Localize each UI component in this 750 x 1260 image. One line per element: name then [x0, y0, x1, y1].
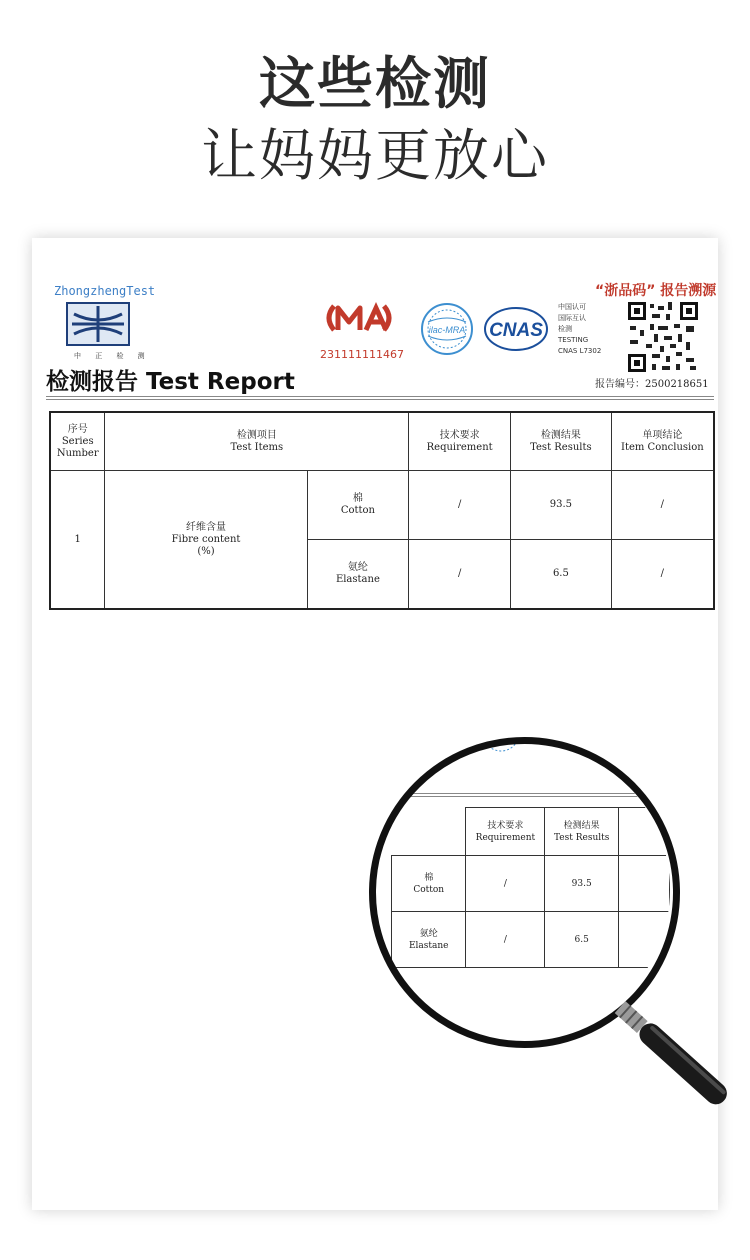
cnas-accreditation-text: 中国认可 国际互认 检测 TESTING CNAS L7302 — [558, 303, 602, 355]
double-divider — [46, 396, 714, 400]
result-cell: 6.5 — [511, 540, 612, 609]
report-number: 报告编号：2500218651 — [595, 379, 709, 390]
qr-code-icon[interactable] — [626, 300, 700, 374]
lab-name: ZhongzhengTest — [54, 284, 156, 298]
lab-name-cn: 中 正 检 测 — [74, 352, 151, 360]
item-name-cell: 氨纶 Elastane — [307, 540, 409, 609]
item-name-cell: 棉 Cotton — [307, 471, 409, 540]
lab-logo-icon — [66, 302, 130, 346]
header-requirement: 技术要求 Requirement — [409, 412, 511, 471]
cma-number: 231111111467 — [320, 348, 404, 361]
fibre-content-cell: 纤维含量 Fibre content (%) — [105, 471, 307, 609]
header-serial: 序号 Series Number — [50, 412, 105, 471]
cma-logo-icon — [322, 300, 396, 336]
svg-text:CNAS: CNAS — [489, 320, 543, 341]
header-test-results: 检测结果 Test Results — [511, 412, 612, 471]
conclusion-cell: / — [611, 540, 714, 609]
result-cell: 93.5 — [511, 471, 612, 540]
table-row — [50, 471, 714, 540]
test-report-sheet — [32, 238, 718, 1210]
table-header-row — [50, 412, 714, 471]
requirement-cell: / — [409, 471, 511, 540]
header-test-items: 检测项目 Test Items — [105, 412, 409, 471]
svg-text:ilac-MRA: ilac-MRA — [428, 325, 466, 335]
trace-code-label: “浙品码” 报告溯源 — [595, 283, 717, 299]
magnified-table: 技术要求 Requirement 检测结果 Test Results 棉 Cotton / 93.5 氨纶 Elastane / 6.5 — [391, 807, 670, 968]
conclusion-cell: / — [611, 471, 714, 540]
requirement-cell: / — [409, 540, 511, 609]
cnas-logo-icon — [484, 306, 548, 352]
ilac-mra-logo-icon — [420, 302, 474, 356]
headline-line-2: 让妈妈更放心 — [201, 124, 549, 189]
headline-line-1: 这些检测 — [259, 52, 491, 117]
test-results-table — [49, 411, 715, 610]
row-serial: 1 — [50, 471, 105, 609]
report-title: 检测报告 Test Report — [46, 369, 295, 395]
header-item-conclusion: 单项结论 Item Conclusion — [611, 412, 714, 471]
